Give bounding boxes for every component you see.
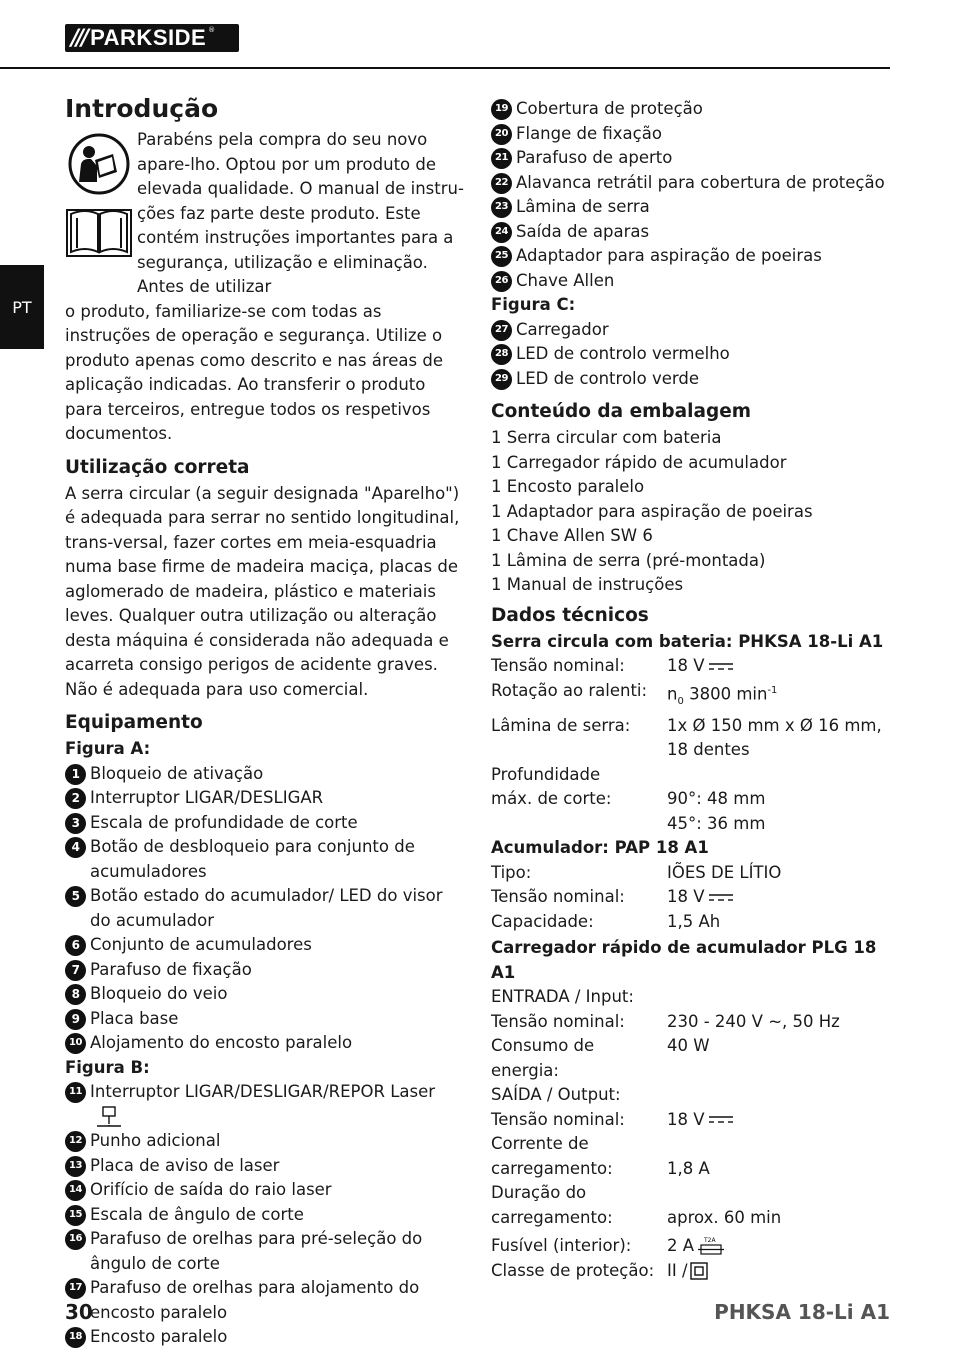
spec-row bbox=[491, 1259, 891, 1284]
logo-slashes: /// bbox=[71, 25, 87, 51]
open-book-icon bbox=[65, 204, 133, 260]
correct-use-text: A serra circular (a seguir designada "Aparelho") é adequada para serrar no sentido longitudinal, trans-versal, fazer cortes em meia-esquadria numa base firme de madeira maciça, placas de aglomerado de madeira, plástico e materiais leves. Qualquer outra utilização ou alteração desta máquina é considerada não adequada e acarreta consigo perigos de acidente graves. Não é adequada para uso comercial. bbox=[65, 483, 460, 699]
read-manual-icon bbox=[67, 132, 131, 196]
item-label-text: Flange de fixação bbox=[516, 123, 662, 143]
input-label: ENTRADA / Input: bbox=[491, 987, 634, 1007]
item-number-badge: 16 bbox=[65, 1229, 86, 1250]
item-label bbox=[516, 195, 891, 220]
spec-value bbox=[667, 1181, 891, 1230]
equipment-item bbox=[65, 1031, 465, 1056]
spec-key bbox=[491, 1181, 667, 1230]
idle-unit-sup: -1 bbox=[767, 684, 778, 696]
spec-value: 1,5 Ah bbox=[667, 911, 721, 931]
item-number-badge: 27 bbox=[491, 320, 512, 341]
equipment-item bbox=[65, 1080, 465, 1129]
item-number-badge: 1 bbox=[65, 764, 86, 785]
protection-class-icon bbox=[690, 1262, 708, 1280]
spec-value-text: 18 V bbox=[667, 656, 705, 675]
equipment-item bbox=[65, 835, 465, 884]
item-number-badge: 23 bbox=[491, 197, 512, 218]
fuse-label: T2A bbox=[704, 1236, 716, 1244]
equipment-item bbox=[65, 1203, 465, 1228]
spec-key: Tensão nominal: bbox=[491, 887, 625, 907]
duration-key-line1: Duração do bbox=[491, 1183, 587, 1203]
item-label bbox=[516, 244, 891, 269]
item-number-badge: 3 bbox=[65, 813, 86, 834]
duration-value: aprox. 60 min bbox=[667, 1207, 782, 1227]
item-label-text: Interruptor LIGAR/DESLIGAR bbox=[90, 788, 324, 807]
item-label-text: Bloqueio de ativação bbox=[90, 763, 264, 783]
contents-list bbox=[491, 426, 891, 598]
equipment-item bbox=[491, 342, 891, 367]
figure-c-label: Figura C: bbox=[491, 295, 576, 314]
contents-item: 1 Carregador rápido de acumulador bbox=[491, 452, 787, 472]
item-label-text: Placa base bbox=[90, 1008, 179, 1028]
item-number-badge: 6 bbox=[65, 935, 86, 956]
spec-row bbox=[491, 910, 891, 935]
item-label-text: Escala de profundidade de corte bbox=[90, 812, 358, 832]
fuse-icon bbox=[698, 1236, 724, 1258]
spec-row bbox=[491, 1010, 891, 1035]
item-number-badge: 10 bbox=[65, 1033, 86, 1054]
spec-value bbox=[667, 885, 891, 910]
tech-title: Dados técnicos bbox=[491, 604, 649, 626]
item-label-text: LED de controlo verde bbox=[516, 368, 700, 388]
contents-item: 1 Lâmina de serra (pré-montada) bbox=[491, 550, 766, 570]
depth-key-line1: Profundidade bbox=[491, 764, 601, 784]
item-label-text: Parafuso de aperto bbox=[516, 148, 673, 167]
spec-row bbox=[491, 1108, 891, 1133]
battery-spec-title: Acumulador: PAP 18 A1 bbox=[491, 838, 709, 858]
spec-key: Fusível (interior): bbox=[491, 1236, 632, 1256]
class-value: II / bbox=[667, 1260, 688, 1280]
item-label bbox=[90, 1007, 465, 1032]
item-label-text: Adaptador para aspiração de poeiras bbox=[516, 246, 822, 265]
item-label bbox=[90, 786, 465, 811]
spec-value bbox=[667, 1132, 891, 1181]
item-label-text: Conjunto de acumuladores bbox=[90, 935, 312, 954]
spec-row bbox=[491, 1034, 891, 1083]
spec-value bbox=[667, 714, 891, 763]
contents-item: 1 Encosto paralelo bbox=[491, 477, 645, 496]
equipment-item bbox=[65, 884, 465, 933]
item-label bbox=[90, 835, 465, 884]
spec-value-text: 18 V bbox=[667, 887, 705, 907]
language-tab: PT bbox=[0, 265, 44, 349]
item-label-text: Encosto paralelo bbox=[90, 1327, 228, 1346]
idle-n: n bbox=[667, 684, 678, 703]
footer-model: PHKSA 18-Li A1 bbox=[714, 1300, 890, 1324]
equipment-item bbox=[491, 195, 891, 220]
spec-value bbox=[667, 679, 891, 714]
equipment-item bbox=[491, 318, 891, 343]
output-label: SAÍDA / Output: bbox=[491, 1085, 621, 1105]
item-label bbox=[90, 1203, 465, 1228]
item-label-text: Lâmina de serra bbox=[516, 197, 650, 216]
item-label bbox=[516, 367, 891, 392]
item-label-text: Botão de desbloqueio para conjunto de acumuladores bbox=[90, 837, 415, 881]
dc-symbol-icon bbox=[709, 662, 733, 672]
spec-key: Tipo: bbox=[491, 862, 532, 882]
item-label-text: Orifício de saída do raio laser bbox=[90, 1180, 332, 1199]
idle-n-sub: 0 bbox=[677, 695, 684, 707]
item-label-text: LED de controlo vermelho bbox=[516, 344, 730, 363]
equipment-title: Equipamento bbox=[65, 712, 203, 733]
item-number-badge: 22 bbox=[491, 173, 512, 194]
contents-item: 1 Serra circular com bateria bbox=[491, 428, 722, 447]
parkside-logo bbox=[65, 24, 239, 52]
item-number-badge: 20 bbox=[491, 124, 512, 145]
fuse-value: 2 A bbox=[667, 1236, 695, 1256]
item-label bbox=[516, 146, 891, 171]
header-rule bbox=[0, 67, 890, 69]
spec-row bbox=[491, 1132, 891, 1181]
spec-value bbox=[667, 1234, 891, 1259]
item-label bbox=[90, 1154, 465, 1179]
item-number-badge: 11 bbox=[65, 1082, 86, 1103]
spec-key bbox=[491, 763, 667, 837]
logo-text: PARKSIDE bbox=[90, 25, 207, 50]
spec-row bbox=[491, 885, 891, 910]
depth-45: 45°: 36 mm bbox=[667, 813, 766, 833]
equipment-item bbox=[65, 1227, 465, 1276]
spec-key bbox=[491, 1132, 667, 1181]
item-label-text: Alavanca retrátil para cobertura de proteção bbox=[516, 172, 885, 192]
contents-item: 1 Manual de instruções bbox=[491, 575, 684, 594]
item-label bbox=[90, 1031, 465, 1056]
correct-use-title: Utilização correta bbox=[65, 456, 250, 478]
page-number: 30 bbox=[65, 1300, 93, 1324]
spec-key: Tensão nominal: bbox=[491, 656, 625, 675]
spec-key: Lâmina de serra: bbox=[491, 715, 631, 735]
contents-item: 1 Chave Allen SW 6 bbox=[491, 526, 653, 545]
intro-section bbox=[65, 128, 465, 447]
item-number-badge: 26 bbox=[491, 271, 512, 292]
equipment-item bbox=[491, 367, 891, 392]
equipment-item bbox=[65, 1276, 465, 1325]
equipment-item bbox=[65, 1325, 465, 1350]
item-label bbox=[90, 1080, 465, 1129]
equipment-item bbox=[65, 1154, 465, 1179]
item-number-badge: 24 bbox=[491, 222, 512, 243]
contents-title: Conteúdo da embalagem bbox=[491, 401, 752, 422]
duration-key-line2: carregamento: bbox=[491, 1207, 613, 1227]
item-label bbox=[90, 933, 465, 958]
item-label bbox=[90, 762, 465, 787]
item-number-badge: 21 bbox=[491, 148, 512, 169]
item-label bbox=[516, 342, 891, 367]
item-label bbox=[90, 811, 465, 836]
spec-key: Consumo de energia: bbox=[491, 1036, 595, 1080]
item-number-badge: 8 bbox=[65, 984, 86, 1005]
item-label-text: Alojamento do encosto paralelo bbox=[90, 1033, 353, 1052]
item-label-text: Placa de aviso de laser bbox=[90, 1155, 280, 1175]
equipment-item bbox=[491, 269, 891, 294]
item-label-text: Chave Allen bbox=[516, 270, 615, 290]
figure-a-label: Figura A: bbox=[65, 739, 151, 758]
intro-text: o produto, familiarize-se com todas as instruções de operação e segurança. Utilize o produto apenas como descrito e nas áreas de aplicação indicadas. Ao transferir o produto para terceiros, entregue todos os respetivos documentos. bbox=[65, 301, 443, 443]
item-number-badge: 15 bbox=[65, 1205, 86, 1226]
idle-value: 3800 min bbox=[683, 684, 768, 703]
item-label-text: Interruptor LIGAR/DESLIGAR/REPOR Laser bbox=[90, 1082, 436, 1101]
current-key-line1: Corrente de bbox=[491, 1134, 589, 1154]
blade-value-line2: 18 dentes bbox=[667, 740, 750, 760]
equipment-item bbox=[65, 1007, 465, 1032]
spec-value: 230 - 240 V ~, 50 Hz bbox=[667, 1011, 840, 1031]
item-number-badge: 4 bbox=[65, 837, 86, 858]
item-label bbox=[516, 220, 891, 245]
figure-c-list bbox=[491, 318, 891, 392]
item-number-badge: 13 bbox=[65, 1156, 86, 1177]
item-number-badge: 9 bbox=[65, 1009, 86, 1030]
item-label-text: Punho adicional bbox=[90, 1131, 221, 1150]
spec-row bbox=[491, 763, 891, 837]
item-number-badge: 29 bbox=[491, 369, 512, 390]
item-label-text: Botão estado do acumulador/ LED do visor do acumulador bbox=[90, 886, 443, 930]
spec-key: Rotação ao ralenti: bbox=[491, 680, 648, 700]
spec-value bbox=[667, 763, 891, 837]
charger-spec-title: Carregador rápido de acumulador PLG 18 A1 bbox=[491, 938, 877, 982]
item-label bbox=[90, 1129, 465, 1154]
figure-b-list bbox=[65, 1080, 465, 1350]
equipment-item bbox=[491, 122, 891, 147]
spec-value: IÕES DE LÍTIO bbox=[667, 862, 782, 882]
right-column bbox=[491, 97, 891, 1283]
spec-key: Capacidade: bbox=[491, 911, 594, 931]
current-key-line2: carregamento: bbox=[491, 1158, 613, 1178]
equipment-item bbox=[491, 220, 891, 245]
dc-symbol-icon bbox=[709, 893, 733, 903]
item-number-badge: 12 bbox=[65, 1131, 86, 1152]
contents-item: 1 Adaptador para aspiração de poeiras bbox=[491, 501, 813, 521]
item-label bbox=[90, 1178, 465, 1203]
equipment-item bbox=[65, 1178, 465, 1203]
item-label-text: Escala de ângulo de corte bbox=[90, 1204, 304, 1224]
intro-icons bbox=[65, 128, 135, 278]
equipment-item bbox=[491, 244, 891, 269]
figure-a-list bbox=[65, 762, 465, 1056]
item-number-badge: 5 bbox=[65, 886, 86, 907]
spec-row bbox=[491, 714, 891, 763]
item-number-badge: 14 bbox=[65, 1180, 86, 1201]
item-label bbox=[90, 1276, 465, 1325]
equipment-item bbox=[65, 958, 465, 983]
item-number-badge: 28 bbox=[491, 344, 512, 365]
spec-key: Tensão nominal: bbox=[491, 1109, 625, 1129]
spec-value bbox=[667, 1108, 891, 1133]
spec-row bbox=[491, 1181, 891, 1230]
item-number-badge: 18 bbox=[65, 1327, 86, 1348]
item-label bbox=[516, 269, 891, 294]
item-number-badge: 19 bbox=[491, 99, 512, 120]
intro-text-wrapped: Parabéns pela compra do seu novo apare-lho. Optou por um produto de elevada qualidade. O manual de instru-ções faz parte deste produto. Este contém instruções importantes para a segurança, utilização e eliminação. Antes de utilizar bbox=[137, 130, 464, 296]
spec-value bbox=[667, 654, 891, 679]
item-label bbox=[516, 122, 891, 147]
spec-row bbox=[491, 1234, 891, 1259]
item-number-badge: 2 bbox=[65, 788, 86, 809]
registered-mark: ® bbox=[208, 26, 216, 34]
equipment-item bbox=[491, 171, 891, 196]
equipment-item bbox=[491, 97, 891, 122]
item-label bbox=[516, 97, 891, 122]
equipment-item bbox=[65, 762, 465, 787]
spec-key: Classe de proteção: bbox=[491, 1260, 655, 1280]
equipment-item bbox=[491, 146, 891, 171]
item-number-badge: 7 bbox=[65, 960, 86, 981]
depth-90: 90°: 48 mm bbox=[667, 789, 766, 809]
equipment-item bbox=[65, 933, 465, 958]
item-label-text: Saída de aparas bbox=[516, 221, 650, 241]
item-number-badge: 17 bbox=[65, 1278, 86, 1299]
equipment-item bbox=[65, 811, 465, 836]
dc-symbol-icon bbox=[709, 1115, 733, 1125]
spec-row bbox=[491, 679, 891, 714]
saw-spec-title: Serra circula com bateria: PHKSA 18-Li A1 bbox=[491, 631, 884, 651]
item-label bbox=[90, 1325, 465, 1350]
item-label-text: Parafuso de orelhas para alojamento do encosto paralelo bbox=[90, 1278, 420, 1322]
spec-value bbox=[667, 1259, 891, 1284]
item-label bbox=[516, 171, 891, 196]
blade-value-line1: 1x Ø 150 mm x Ø 16 mm, bbox=[667, 715, 882, 735]
item-label bbox=[516, 318, 891, 343]
item-label bbox=[90, 1227, 465, 1276]
left-column bbox=[65, 92, 465, 1350]
item-label-text: Parafuso de orelhas para pré-seleção do ângulo de corte bbox=[90, 1229, 423, 1273]
item-number-badge: 25 bbox=[491, 246, 512, 267]
item-label bbox=[90, 982, 465, 1007]
spec-value: 40 W bbox=[667, 1036, 710, 1056]
intro-title: Introdução bbox=[65, 94, 219, 123]
equipment-item bbox=[65, 1129, 465, 1154]
equipment-item bbox=[65, 786, 465, 811]
spec-row bbox=[491, 861, 891, 886]
figure-b-list-continued bbox=[491, 97, 891, 293]
item-label-text: Parafuso de fixação bbox=[90, 959, 252, 979]
current-value: 1,8 A bbox=[667, 1158, 710, 1178]
item-label bbox=[90, 958, 465, 983]
laser-symbol-icon bbox=[96, 1106, 122, 1128]
spec-value-text: 18 V bbox=[667, 1109, 705, 1129]
spec-row bbox=[491, 654, 891, 679]
depth-key-line2: máx. de corte: bbox=[491, 789, 612, 809]
equipment-item bbox=[65, 982, 465, 1007]
item-label bbox=[90, 884, 465, 933]
item-label-text: Bloqueio do veio bbox=[90, 984, 228, 1003]
figure-b-label: Figura B: bbox=[65, 1057, 150, 1077]
item-label-text: Cobertura de proteção bbox=[516, 99, 703, 118]
item-label-text: Carregador bbox=[516, 319, 609, 339]
spec-key: Tensão nominal: bbox=[491, 1011, 625, 1031]
